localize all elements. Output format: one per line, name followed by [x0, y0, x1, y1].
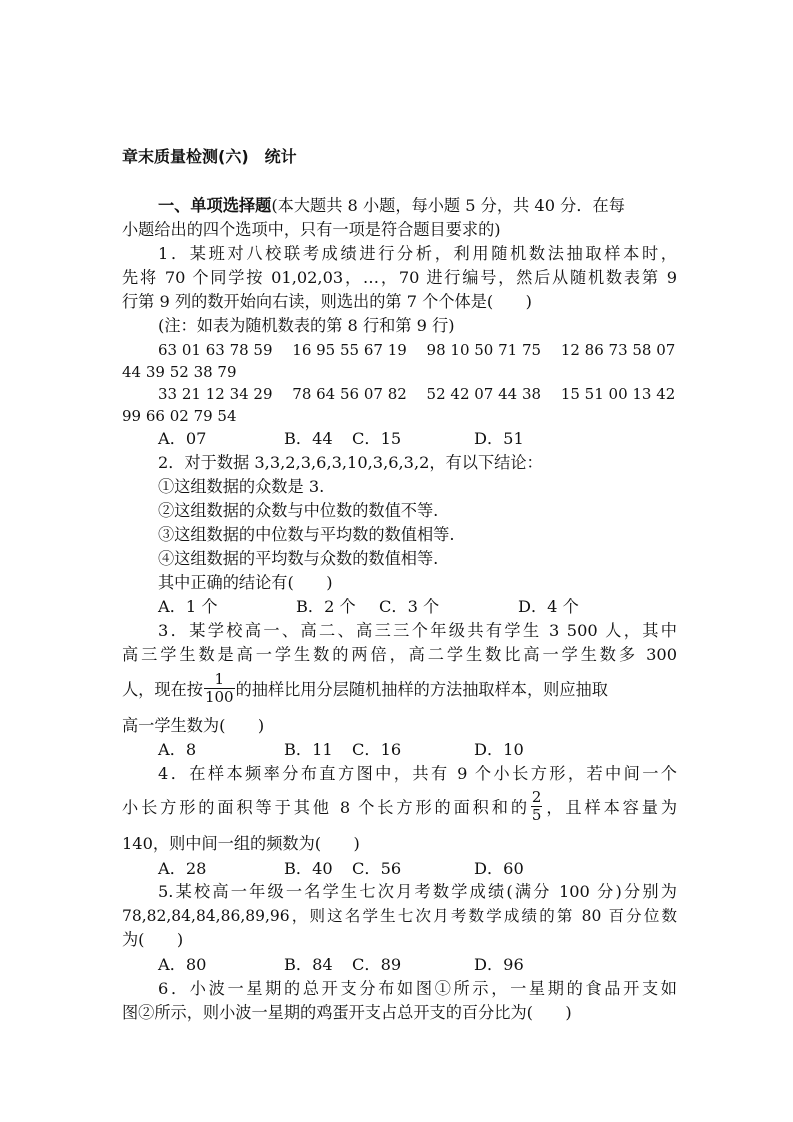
fraction-numerator: 2: [531, 788, 542, 806]
q3-option-a[interactable]: A．8: [158, 740, 197, 759]
q4-line-3: 140，则中间一组的频数为( ): [122, 834, 360, 853]
q4-options: [158, 858, 713, 880]
q2-option-b[interactable]: B．2 个: [296, 597, 356, 616]
q1-option-a[interactable]: A．07: [158, 429, 207, 448]
q1-line-3: 行第 9 列的数开始向右读，则选出的第 7 个个体是( ): [122, 292, 532, 311]
section-heading: 一、单项选择题: [158, 196, 272, 215]
q4-line-2-pre: 小长方形的面积等于其他 8 个长方形的面积和的: [122, 798, 530, 817]
q3-option-b[interactable]: B．11: [284, 740, 333, 759]
q6-line-2: 图②所示，则小波一星期的鸡蛋开支占总开支的百分比为( ): [122, 1003, 572, 1022]
random-table-row9-a: 33 21 12 34 29 78 64 56 07 82 52 42 07 44 38 15 51 00 13 42: [158, 385, 676, 403]
q3-line-3: [122, 670, 677, 710]
q1-options: [158, 428, 713, 450]
q3-options: [158, 739, 713, 761]
random-table-row8-b: 44 39 52 38 79: [122, 363, 237, 381]
q2-conclusion-3: ③这组数据的中位数与平均数的数值相等.: [158, 525, 455, 544]
q2-option-c[interactable]: C．3 个: [379, 597, 440, 616]
q1-option-d[interactable]: D．51: [474, 429, 524, 448]
q5-option-a[interactable]: A．80: [158, 955, 207, 974]
q2-conclusion-2: ②这组数据的众数与中位数的数值不等.: [158, 501, 439, 520]
q3-line-1: 3．某学校高一、高二、高三三个年级共有学生 3 500 人，其中: [158, 621, 677, 640]
fraction-denominator: 100: [204, 688, 234, 706]
q3-line-4: 高一学生数为( ): [122, 716, 265, 735]
random-table-row8-a: 63 01 63 78 59 16 95 55 67 19 98 10 50 71 75 12 86 73 58 07: [158, 341, 676, 359]
q3-line-3-post: 的抽样比用分层随机抽样的方法抽取样本，则应抽取: [235, 680, 608, 699]
q4-option-d[interactable]: D．60: [474, 859, 524, 878]
q1-option-c[interactable]: C．15: [352, 429, 402, 448]
q2-line-1: 2．对于数据 3,3,2,3,6,3,10,3,6,3,2，有以下结论：: [158, 453, 543, 472]
q5-line-3: 为( ): [122, 930, 184, 949]
q1-line-2: 先将 70 个同学按 01,02,03，…，70 进行编号，然后从随机数表第 9: [122, 268, 677, 287]
q3-line-2: 高三学生数是高一学生数的两倍，高二学生数比高一学生数多 300: [122, 645, 677, 664]
q1-option-b[interactable]: B．44: [284, 429, 333, 448]
q4-option-b[interactable]: B．40: [284, 859, 333, 878]
q2-ask: 其中正确的结论有( ): [158, 573, 333, 592]
q4-line-2: [122, 786, 677, 830]
section-intro-text: (本大题共 8 小题，每小题 5 分，共 40 分．在每: [271, 196, 625, 215]
q5-option-b[interactable]: B．84: [284, 955, 333, 974]
q5-option-c[interactable]: C．89: [352, 955, 402, 974]
q2-conclusion-4: ④这组数据的平均数与众数的数值相等.: [158, 549, 439, 568]
q4-line-2-post: ，且样本容量为: [543, 798, 678, 817]
q3-option-d[interactable]: D．10: [474, 740, 524, 759]
fraction-denominator: 5: [531, 806, 542, 824]
fraction-1-100: [204, 671, 235, 706]
fraction-2-5: [531, 789, 543, 824]
q1-note: (注：如表为随机数表的第 8 行和第 9 行): [158, 316, 455, 335]
section-intro-line-2: 小题给出的四个选项中，只有一项是符合题目要求的): [122, 220, 501, 239]
page-title: 章末质量检测(六) 统计: [122, 147, 297, 166]
fraction-numerator: 1: [204, 671, 235, 689]
q3-line-3-pre: 人，现在按: [122, 680, 203, 699]
q4-option-a[interactable]: A．28: [158, 859, 207, 878]
q2-option-a[interactable]: A．1 个: [158, 597, 218, 616]
q4-line-1: 4．在样本频率分布直方图中，共有 9 个小长方形，若中间一个: [158, 764, 677, 783]
q5-option-d[interactable]: D．96: [474, 955, 524, 974]
q2-conclusion-1: ①这组数据的众数是 3.: [158, 477, 325, 496]
section-intro-line-1: [158, 195, 677, 217]
q5-line-1: 5.某校高一年级一名学生七次月考数学成绩(满分 100 分)分别为: [158, 882, 677, 901]
q3-option-c[interactable]: C．16: [352, 740, 402, 759]
random-table-row9-b: 99 66 02 79 54: [122, 407, 237, 425]
q2-options: [158, 596, 713, 618]
q5-options: [158, 954, 713, 976]
q2-option-d[interactable]: D．4 个: [518, 597, 579, 616]
q6-line-1: 6．小波一星期的总开支分布如图①所示，一星期的食品开支如: [158, 979, 677, 998]
q5-line-2: 78,82,84,84,86,89,96，则这名学生七次月考数学成绩的第 80 百分位数: [122, 907, 677, 925]
q1-line-1: 1．某班对八校联考成绩进行分析，利用随机数法抽取样本时，: [158, 244, 677, 263]
q4-option-c[interactable]: C．56: [352, 859, 402, 878]
